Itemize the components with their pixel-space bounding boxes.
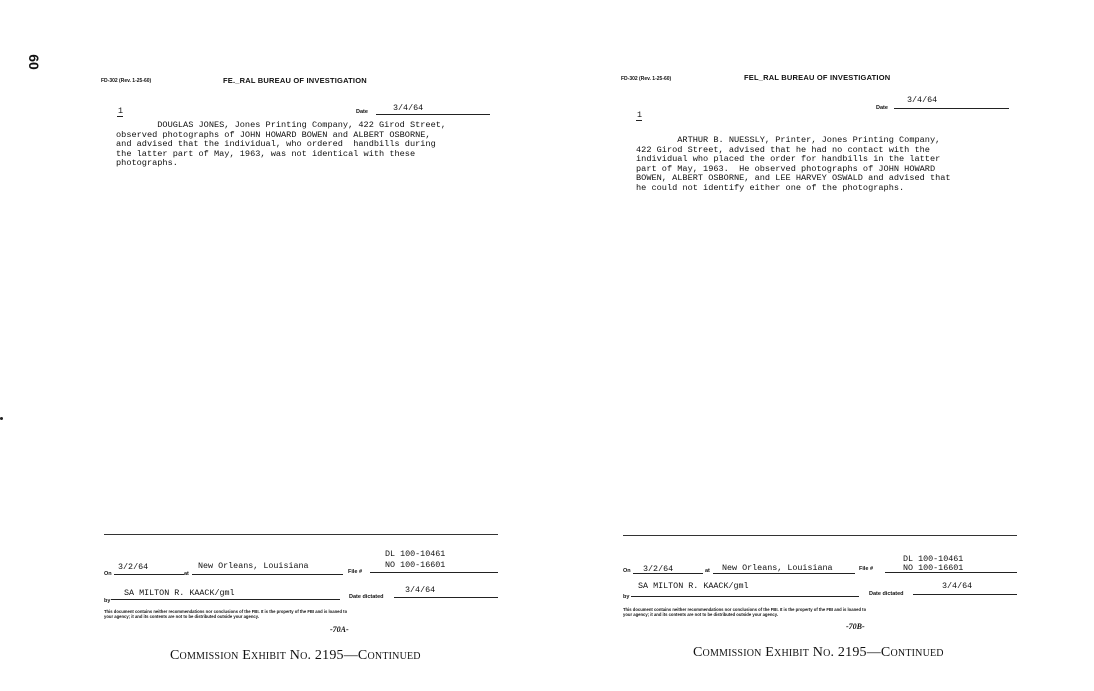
exhibit-caption: Commission Exhibit No. 2195—Continued: [693, 645, 944, 660]
file-number-no: NO 100-16601: [385, 560, 446, 570]
serial-number: 1: [118, 106, 124, 116]
on-label: On: [623, 568, 631, 574]
page-number: -70B-: [846, 622, 865, 631]
date-dictated-label: Date dictated: [869, 591, 904, 597]
interview-date-underline: [633, 573, 703, 574]
by-label: by: [623, 594, 630, 600]
page-number: -70A-: [330, 625, 349, 634]
fbi-disclaimer: This document contains neither recommendations nor conclusions of the FBI. It is the property of the FBI and is loaned to your agency; it and its contents are not to be distributed outside your agency.: [104, 609, 348, 620]
file-number-no: NO 100-16601: [903, 563, 964, 573]
file-number-dl: DL 100-10461: [903, 554, 964, 564]
bureau-heading: FEL_RAL BUREAU OF INVESTIGATION: [744, 73, 891, 82]
serial-underline: [117, 116, 123, 117]
file-underline: [885, 572, 1017, 573]
footer-rule: [623, 535, 1017, 536]
report-date: 3/4/64: [393, 103, 424, 113]
report-body: DOUGLAS JONES, Jones Printing Company, 422 Girod Street, observed photographs of JOHN HOWARD BOWEN and ALBERT OSBORNE, and advised that the individual, who ordered handbills during the latter part of May, 1963, was not identical with these photographs.: [116, 120, 447, 169]
interview-date: 3/2/64: [643, 564, 674, 574]
file-label: File #: [348, 569, 363, 575]
date-dictated: 3/4/64: [405, 585, 436, 595]
date-dictated-label: Date dictated: [349, 594, 384, 600]
location-underline: [713, 573, 855, 574]
report-date: 3/4/64: [907, 95, 938, 105]
on-label: On: [104, 571, 112, 577]
bureau-heading: FE._RAL BUREAU OF INVESTIGATION: [223, 76, 367, 85]
date-underline: [894, 108, 1009, 109]
at-label: at: [184, 571, 189, 577]
footer-rule: [104, 534, 498, 535]
serial-number: 1: [637, 110, 643, 120]
agent-underline: [631, 596, 859, 597]
by-label: by: [104, 598, 111, 604]
interview-location: New Orleans, Louisiana: [198, 561, 309, 571]
file-number-dl: DL 100-10461: [385, 549, 446, 559]
location-underline: [192, 574, 343, 575]
form-number: FD-302 (Rev. 1-25-60): [621, 76, 672, 82]
agent-underline: [111, 599, 340, 600]
serial-underline: [636, 120, 642, 121]
date-label: Date: [356, 109, 368, 115]
margin-page-number: 60: [25, 54, 42, 70]
agent-name: SA MILTON R. KAACK/gml: [638, 581, 749, 591]
fd302-page-right: [547, 0, 1094, 691]
date-dictated-underline: [913, 594, 1017, 595]
fbi-disclaimer: This document contains neither recommendations nor conclusions of the FBI. It is the property of the FBI and is loaned to your agency; it and its contents are not to be distributed outside your agency.: [623, 607, 867, 618]
date-dictated-underline: [394, 597, 498, 598]
agent-name: SA MILTON R. KAACK/gml: [124, 588, 235, 598]
at-label: at: [705, 568, 710, 574]
form-number: FD-302 (Rev. 1-25-60): [101, 78, 152, 84]
file-underline: [370, 572, 498, 573]
interview-date: 3/2/64: [118, 562, 149, 572]
date-dictated: 3/4/64: [942, 581, 973, 591]
report-body: ARTHUR B. NUESSLY, Printer, Jones Printing Company, 422 Girod Street, advised that he had no contact with the individual who placed the order for handbills in the latter part of May, 1963. He observed photographs of JOHN HOWARD BOWEN, ALBERT OSBORNE, and LEE HARVEY OSWALD and advised that he could not identify either one of the photographs.: [636, 135, 951, 193]
file-label: File #: [859, 566, 874, 572]
interview-location: New Orleans, Louisiana: [722, 563, 833, 573]
interview-date-underline: [114, 574, 184, 575]
date-label: Date: [876, 105, 888, 111]
exhibit-caption: Commission Exhibit No. 2195—Continued: [170, 648, 421, 663]
date-underline: [376, 114, 490, 115]
